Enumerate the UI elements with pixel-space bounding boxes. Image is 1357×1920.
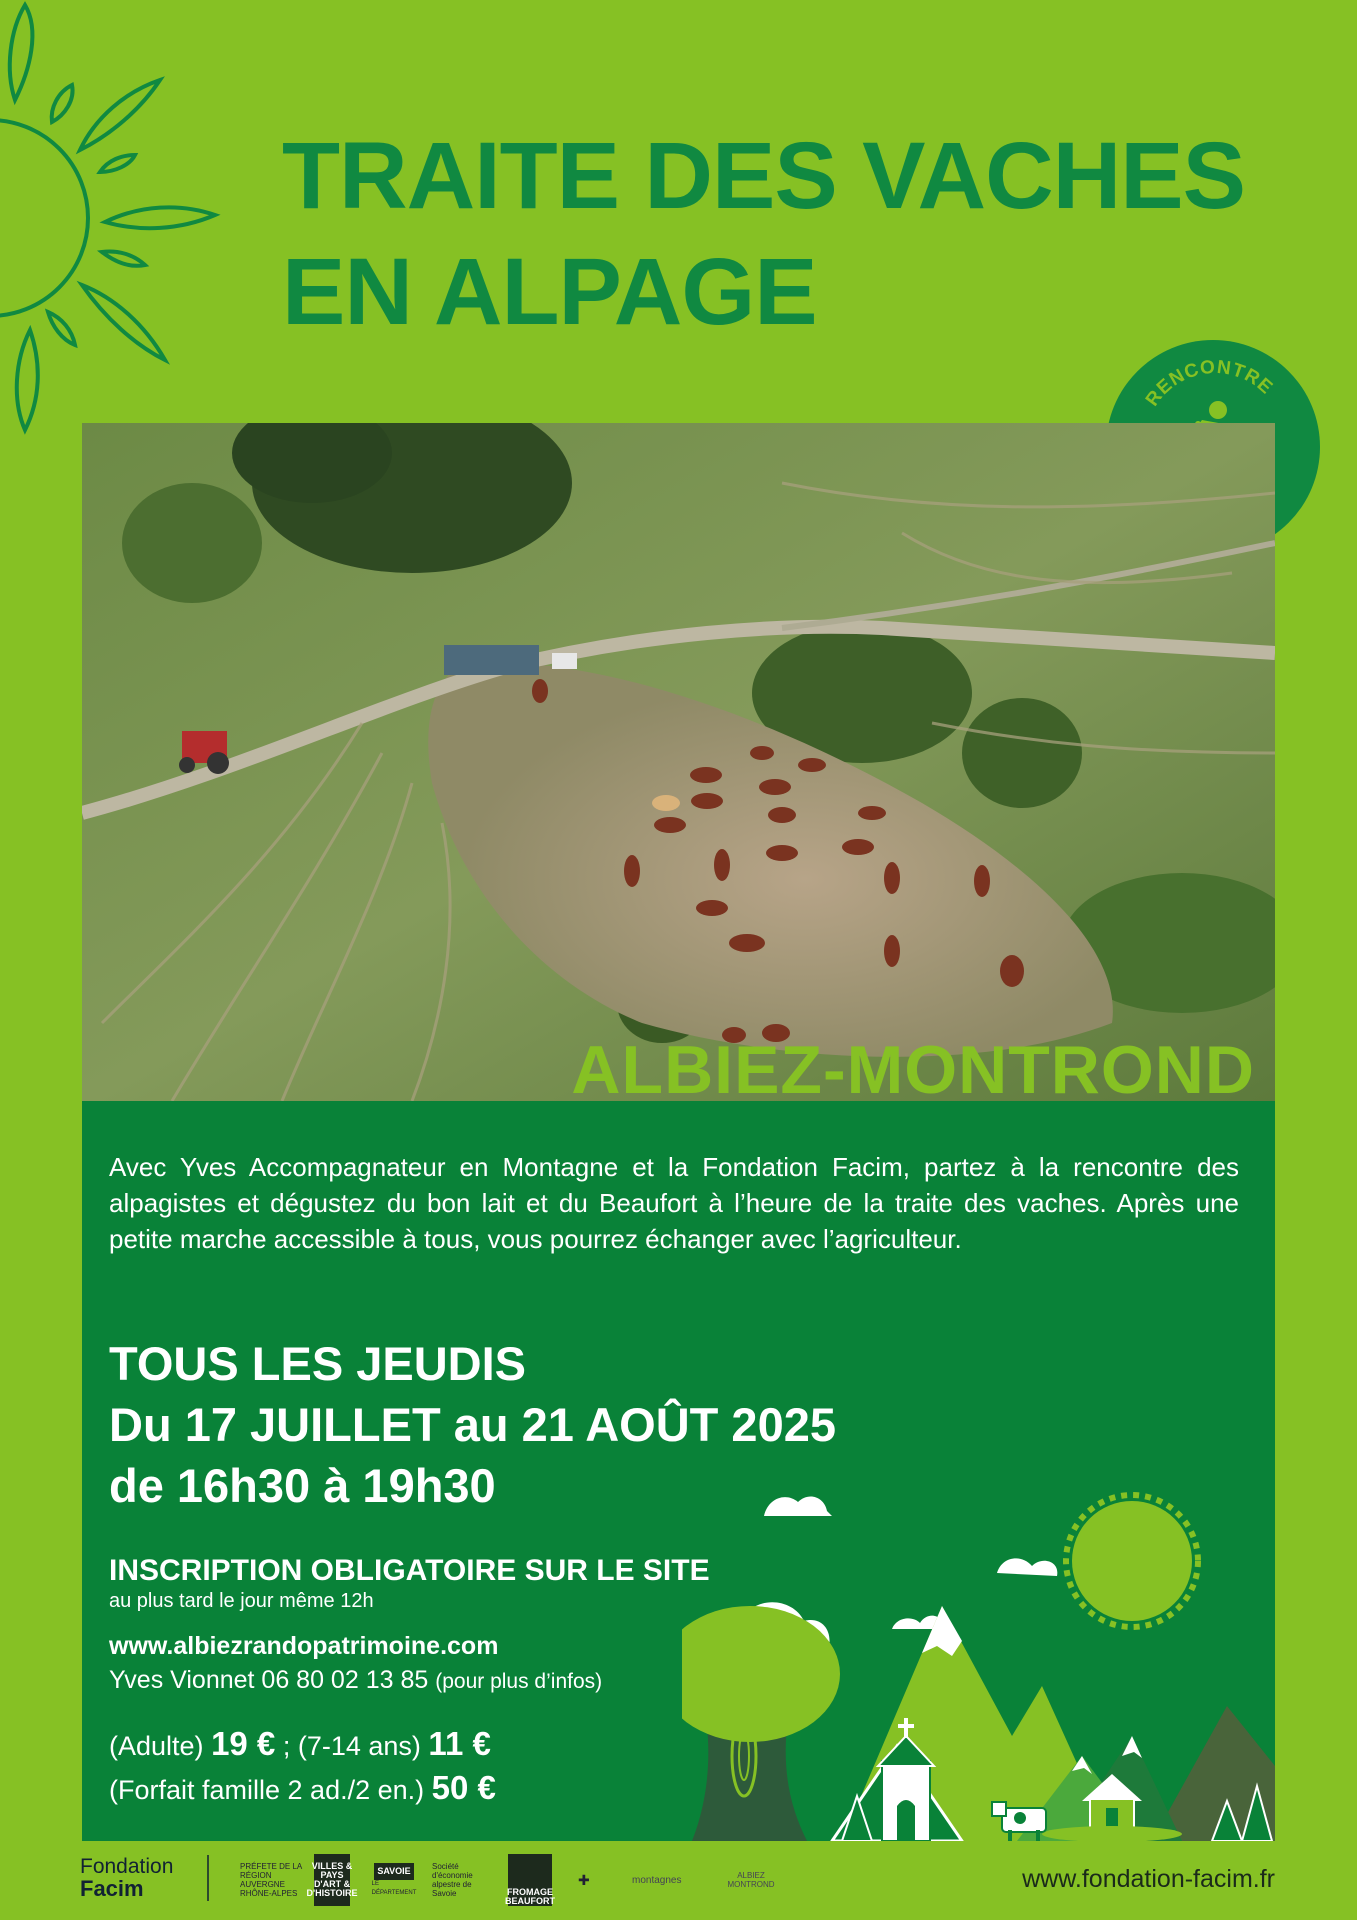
phone-note: (pour plus d’infos) <box>435 1670 603 1693</box>
partner-logo-seas: Société d'économie alpestre de Savoie <box>432 1862 473 1898</box>
adult-label: (Adulte) <box>109 1731 204 1761</box>
price-row-family <box>109 1767 496 1811</box>
title-line-2: EN ALPAGE <box>282 239 817 345</box>
title-line-1: TRAITE DES VACHES <box>282 123 1246 229</box>
price-separator: ; <box>282 1731 291 1761</box>
partner-logo-montagnes: montagnes <box>632 1874 682 1886</box>
child-price: 11 € <box>428 1725 491 1762</box>
location-name: ALBIEZ-MONTROND <box>571 1032 1255 1101</box>
partner-logo-region: PRÉFETE DE LA RÉGION AUVERGNE RHÔNE-ALPES <box>240 1862 302 1898</box>
tree-icon <box>682 1606 840 1841</box>
contact <box>109 1629 602 1699</box>
schedule-period: Du 17 JUILLET au 21 AOÛT 2025 <box>109 1398 836 1451</box>
contact-phone <box>109 1663 602 1699</box>
price-row-individual <box>109 1723 496 1767</box>
partner-logo-beaufort: FROMAGE BEAUFORT <box>508 1854 552 1906</box>
family-label: (Forfait famille 2 ad./2 en.) <box>109 1775 425 1805</box>
footer-divider <box>207 1855 209 1901</box>
savoie-sub: LE DÉPARTEMENT <box>371 1880 417 1896</box>
badge-top-text: RENCONTRE <box>1141 356 1277 411</box>
mountain-landscape-illustration <box>682 1456 1275 1841</box>
adult-price: 19 € <box>211 1725 276 1762</box>
prices <box>109 1723 496 1811</box>
registration-deadline: au plus tard le jour même 12h <box>109 1590 374 1612</box>
partner-logo-pays <box>578 1854 614 1906</box>
sun-decoration-icon <box>0 0 230 440</box>
phone-text: Yves Vionnet 06 80 02 13 85 <box>109 1666 429 1694</box>
family-price: 50 € <box>431 1769 496 1806</box>
schedule-days: TOUS LES JEUDIS <box>109 1337 527 1390</box>
fondation-facim-logo <box>80 1856 173 1900</box>
page-title <box>282 118 1245 350</box>
partner-logo-albiez: ALBIEZ MONTROND <box>727 1871 775 1889</box>
registration-website-link[interactable]: www.albiezrandopatrimoine.com <box>109 1632 499 1660</box>
aerial-pasture-image <box>82 423 1275 1101</box>
child-label: (7-14 ans) <box>297 1731 421 1761</box>
partner-logo-savoie <box>371 1854 417 1906</box>
footer-website-link[interactable]: www.fondation-facim.fr <box>1022 1865 1275 1893</box>
registration <box>109 1553 710 1613</box>
partner-logo-villes: VILLES & PAYS D'ART & D'HISTOIRE <box>314 1854 350 1906</box>
logo-line-1: Fondation <box>80 1855 174 1878</box>
footer <box>0 1841 1357 1920</box>
cross-icon: ✚ <box>578 1871 590 1888</box>
savoie-label: SAVOIE <box>374 1863 413 1880</box>
alpage-photo <box>82 423 1275 1101</box>
logo-line-2: Facim <box>80 1876 144 1901</box>
sun-icon <box>1066 1495 1198 1627</box>
info-panel <box>82 1101 1275 1841</box>
registration-heading: INSCRIPTION OBLIGATOIRE SUR LE SITE <box>109 1554 710 1587</box>
schedule-hours: de 16h30 à 19h30 <box>109 1459 496 1512</box>
intro-text: Avec Yves Accompagnateur en Montagne et la Fondation Facim, partez à la rencontre des alpagistes et dégustez du bon lait et du Beaufort à l’heure de la traite des vaches. Après une petite marche accessible à tous, vous pourrez échanger avec l’agriculteur. <box>109 1152 1239 1254</box>
